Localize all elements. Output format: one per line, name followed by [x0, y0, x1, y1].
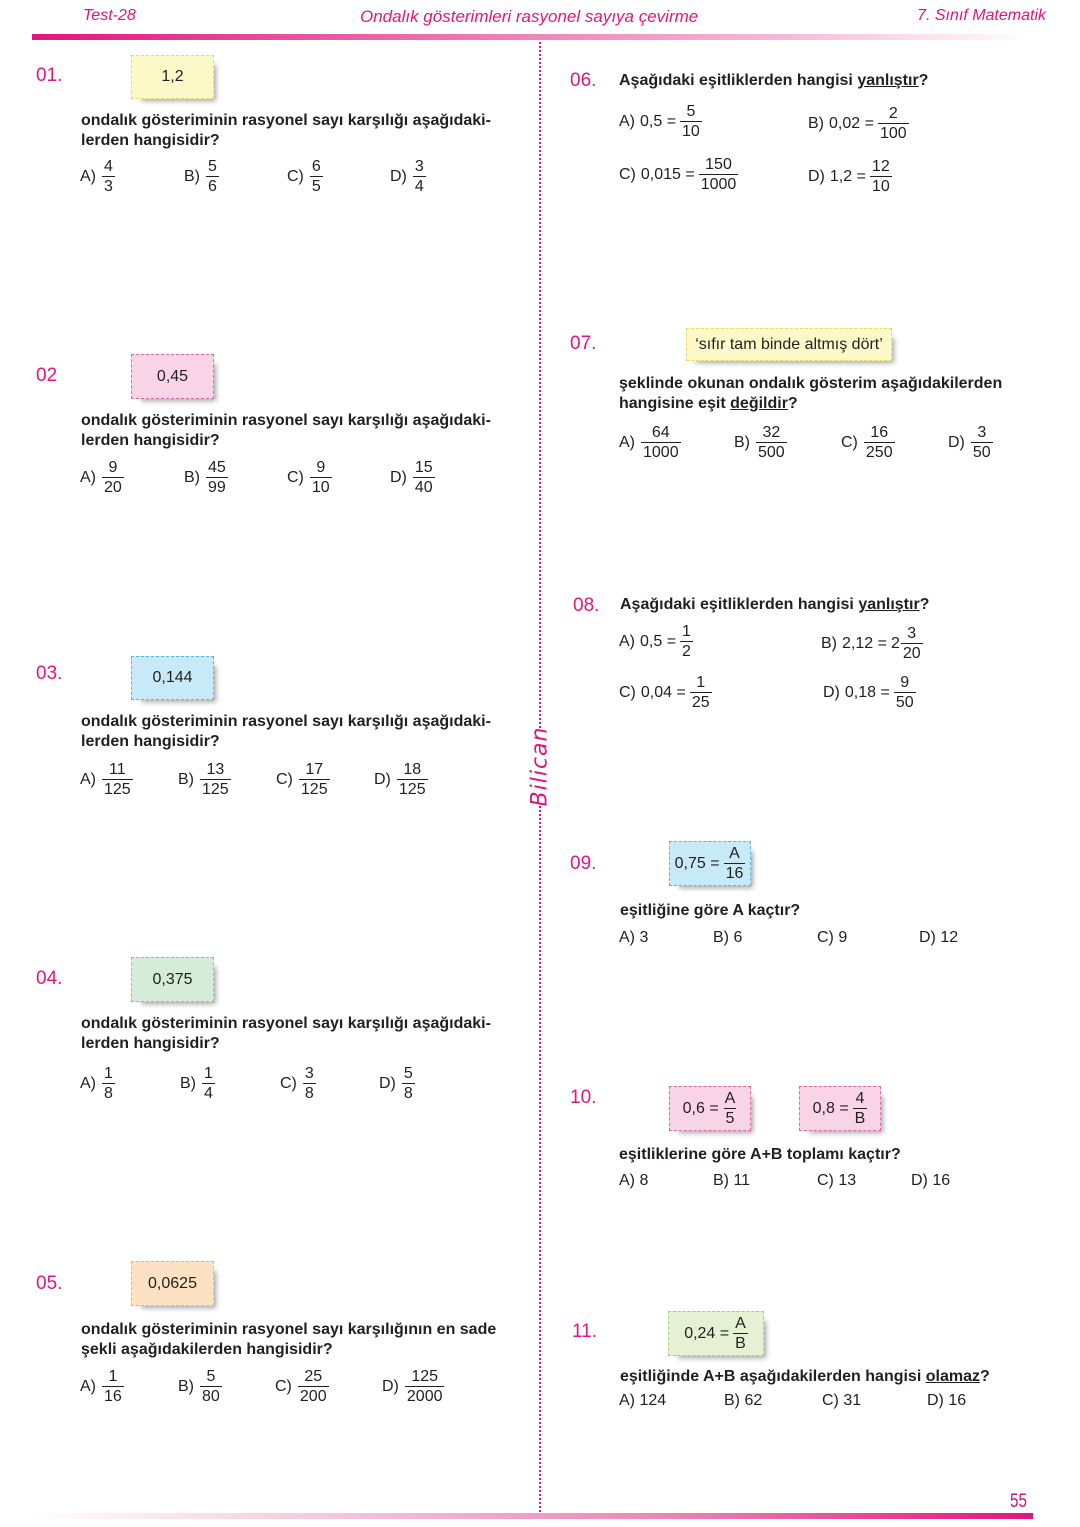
option-b[interactable]: B) $\frac{45}{99}$: [184, 459, 226, 496]
question-number: 04.: [36, 968, 63, 989]
option-c[interactable]: C) 0,04 = $\frac{1}{25}$: [619, 674, 710, 711]
question-number: 09.: [570, 853, 597, 874]
options: [619, 1172, 950, 1190]
option-d[interactable]: D) $\frac{5}{8}$: [379, 1065, 413, 1102]
option-b[interactable]: B) 11: [713, 1172, 751, 1189]
option-d[interactable]: D) $\frac{3}{50}$: [948, 424, 991, 461]
brand-logo: Bilican: [522, 728, 558, 804]
option-d[interactable]: D) $\frac{18}{125}$: [374, 761, 426, 798]
option-d[interactable]: D) 1,2 = $\frac{12}{10}$: [808, 158, 890, 195]
option-c[interactable]: C) $\frac{3}{8}$: [280, 1065, 314, 1102]
question-number: 05.: [36, 1273, 63, 1294]
option-a[interactable]: A) $\frac{64}{1000}$: [619, 424, 679, 461]
question-text: ondalık gösteriminin rasyonel sayı karşılığının en sade şekli aşağıdakilerden hangisidir?: [81, 1321, 497, 1358]
option-d[interactable]: D) $\frac{15}{40}$: [390, 459, 433, 496]
option-b[interactable]: B) $\frac{1}{4}$: [180, 1065, 213, 1102]
header-gradient-bar: [32, 34, 1032, 40]
decimal-box: 0,45: [131, 354, 214, 399]
option-b[interactable]: B) $\frac{5}{6}$: [184, 158, 217, 195]
options: [80, 1065, 415, 1103]
option-a[interactable]: A) $\frac{4}{3}$: [80, 158, 113, 195]
decimal-box: 0,144: [131, 656, 214, 700]
options: [619, 1392, 966, 1410]
option-a[interactable]: A) 3: [619, 929, 649, 946]
option-a[interactable]: A) 124: [619, 1392, 667, 1409]
option-c[interactable]: C) $\frac{16}{250}$: [841, 424, 893, 461]
question-number: 07.: [570, 333, 597, 354]
page-number: 55: [1010, 1491, 1027, 1512]
option-c[interactable]: C) $\frac{25}{200}$: [275, 1368, 327, 1405]
question-text: ondalık gösteriminin rasyonel sayı karşılığı aşağıdaki- lerden hangisidir?: [81, 1015, 491, 1052]
options: [619, 424, 993, 462]
decimal-box: 0,375: [131, 957, 214, 1002]
grade-label: 7. Sınıf Matematik: [917, 7, 1046, 24]
option-b[interactable]: B) $\frac{13}{125}$: [178, 761, 229, 798]
option-d[interactable]: D) $\frac{3}{4}$: [390, 158, 424, 195]
option-d[interactable]: D) 16: [911, 1172, 951, 1189]
question-text: şeklinde okunan ondalık gösterim aşağıdakilerden hangisine eşit değildir?: [619, 375, 1003, 412]
option-d[interactable]: D) $\frac{125}{2000}$: [382, 1368, 443, 1405]
question-number: 03.: [36, 663, 63, 684]
option-a[interactable]: A) $\frac{1}{8}$: [80, 1065, 113, 1102]
option-b[interactable]: B) 2,12 = 2 $\frac{3}{20}$: [821, 625, 921, 662]
question-text: Aşağıdaki eşitliklerden hangisi yanlıştır?: [619, 72, 929, 89]
page-title: Ondalık gösterimleri rasyonel sayıya çevirme: [360, 7, 699, 26]
option-c[interactable]: C) 9: [817, 929, 848, 946]
option-a[interactable]: A) 0,5 = $\frac{1}{2}$: [619, 623, 691, 660]
option-d[interactable]: D) 12: [919, 929, 959, 946]
option-c[interactable]: C) 13: [817, 1172, 857, 1189]
option-b[interactable]: B) $\frac{5}{80}$: [178, 1368, 220, 1405]
decimal-box: 0,0625: [131, 1261, 214, 1306]
options: [80, 158, 426, 196]
question-number: 06.: [570, 70, 597, 91]
option-b[interactable]: B) $\frac{32}{500}$: [734, 424, 785, 461]
option-b[interactable]: B) 0,02 = $\frac{2}{100}$: [808, 105, 907, 142]
question-number: 02: [36, 365, 58, 386]
option-a[interactable]: A) $\frac{11}{125}$: [80, 761, 131, 798]
emphasis-underline: yanlıştır: [857, 72, 919, 89]
emphasis-underline: yanlıştır: [858, 596, 920, 613]
option-c[interactable]: C) $\frac{17}{125}$: [276, 761, 328, 798]
option-c[interactable]: C) 31: [822, 1392, 862, 1409]
question-number: 01.: [36, 65, 63, 86]
equation-box-b: 0,8 = $\frac{4}{B}$: [799, 1086, 881, 1131]
option-c[interactable]: C) $\frac{6}{5}$: [287, 158, 321, 195]
equation-box: 0,75 = $\frac{A}{16}$: [669, 841, 751, 886]
question-text: Aşağıdaki eşitliklerden hangisi yanlıştır?: [620, 596, 930, 613]
option-b[interactable]: B) 62: [724, 1392, 763, 1409]
question-number: 11.: [572, 1321, 598, 1342]
options: [80, 761, 428, 799]
option-b[interactable]: B) 6: [713, 929, 743, 946]
question-text: eşitliğine göre A kaçtır?: [620, 902, 801, 919]
question-text: eşitliğinde A+B aşağıdakilerden hangisi olamaz?: [620, 1368, 990, 1385]
option-d[interactable]: D) 0,18 = $\frac{9}{50}$: [823, 674, 914, 711]
equation-box-a: 0,6 = $\frac{A}{5}$: [669, 1086, 751, 1131]
option-a[interactable]: A) 0,5 = $\frac{5}{10}$: [619, 103, 700, 140]
emphasis-underline: değildir: [730, 395, 788, 412]
option-c[interactable]: C) 0,015 = $\frac{150}{1000}$: [619, 156, 737, 193]
option-d[interactable]: D) 16: [927, 1392, 967, 1409]
option-c[interactable]: C) $\frac{9}{10}$: [287, 459, 330, 496]
reading-box: ‘sıfır tam binde altmış dört’: [686, 328, 892, 361]
emphasis-underline: olamaz: [925, 1368, 980, 1385]
footer-gradient-bar: [30, 1513, 1033, 1519]
options: [80, 459, 435, 497]
question-number: 10.: [570, 1087, 597, 1108]
option-a[interactable]: A) $\frac{9}{20}$: [80, 459, 122, 496]
test-label: Test-28: [83, 7, 136, 24]
decimal-box: 1,2: [131, 55, 214, 99]
question-number: 08.: [573, 595, 600, 616]
question-text: eşitliklerine göre A+B toplamı kaçtır?: [619, 1146, 901, 1163]
question-text: ondalık gösteriminin rasyonel sayı karşılığı aşağıdaki- lerden hangisidir?: [81, 112, 491, 149]
options: [619, 929, 958, 947]
options: [80, 1368, 444, 1406]
question-text: ondalık gösteriminin rasyonel sayı karşılığı aşağıdaki- lerden hangisidir?: [81, 713, 491, 750]
option-a[interactable]: A) $\frac{1}{16}$: [80, 1368, 122, 1405]
question-text: ondalık gösteriminin rasyonel sayı karşılığı aşağıdaki- lerden hangisidir?: [81, 412, 491, 449]
equation-box: 0,24 = $\frac{A}{B}$: [668, 1311, 764, 1356]
option-a[interactable]: A) 8: [619, 1172, 649, 1189]
